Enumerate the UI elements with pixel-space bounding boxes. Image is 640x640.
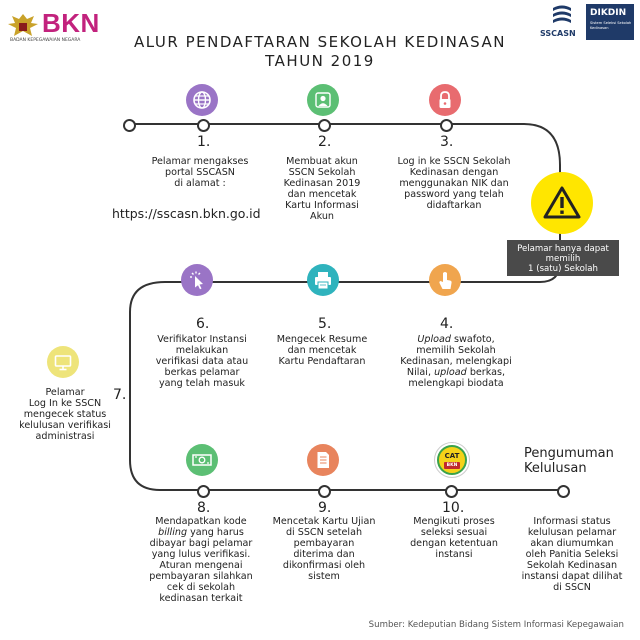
step-1-number: 1. [197, 134, 211, 150]
cat-badge-top: CAT [444, 452, 460, 460]
step-8-billing-word: billing [158, 527, 188, 538]
announcement-title-line1: Pengumuman [524, 446, 614, 461]
step-9-icon-circle [307, 444, 339, 476]
bkn-logo-text: BKN [42, 8, 100, 38]
warning-icon [531, 172, 593, 234]
page-title: ALUR PENDAFTARAN SEKOLAH KEDINASAN [134, 33, 506, 51]
announcement-text: Informasi status kelulusan pelamar akan diumumkan oleh Panitia Seleksi Sekolah Kedinasan instansi dapat dilihat di SSCN [521, 516, 623, 593]
flow-end-node [557, 485, 570, 498]
lock-icon [429, 84, 461, 116]
step-4-text-part-2: berkas, melengkapi biodata [408, 367, 506, 389]
bkn-logo-subtitle: BADAN KEPEGAWAIAN NEGARA [10, 38, 81, 43]
warning-icon-circle [531, 172, 593, 234]
step-7-icon-circle [47, 346, 79, 378]
step-node-2 [318, 119, 331, 132]
page-subtitle: TAHUN 2019 [265, 52, 375, 70]
step-3-number: 3. [440, 134, 454, 150]
step-8-icon-circle [186, 444, 218, 476]
flow-start-node [123, 119, 136, 132]
printer-icon [307, 264, 339, 296]
step-node-10 [445, 485, 458, 498]
step-6-number: 6. [196, 316, 210, 332]
step-node-1 [197, 119, 210, 132]
step-10-number: 10. [442, 500, 465, 516]
step-4-upload-word-2: upload [434, 367, 467, 378]
cat-badge-bottom: BKN [446, 463, 458, 468]
sscasn-logo-text: SSCASN [540, 29, 576, 38]
touch-icon [429, 264, 461, 296]
step-9-text: Mencetak Kartu Ujian di SSCN setelah pembayaran diterima dan dikonfirmasi oleh sistem [272, 516, 376, 582]
step-2-icon-circle [307, 84, 339, 116]
step-10-icon-circle [434, 442, 470, 478]
step-2-text: Membuat akun SSCN Sekolah Kedinasan 2019 dan mencetak Kartu Informasi Akun [283, 156, 361, 222]
step-node-9 [318, 485, 331, 498]
dikdin-logo-subtitle: Sistem Seleksi Sekolah Kedinasan [590, 21, 632, 30]
step-3-icon-circle [429, 84, 461, 116]
step-10-text: Mengikuti proses seleksi sesuai dengan ketentuan instansi [410, 516, 498, 560]
step-5-icon-circle [307, 264, 339, 296]
money-icon [186, 444, 218, 476]
dikdin-logo-text: DIKDIN [590, 8, 627, 18]
step-7-text: Pelamar Log In ke SSCN mengecek status kelulusan verifikasi administrasi [19, 387, 111, 442]
step-4-number: 4. [440, 316, 454, 332]
warning-text: Pelamar hanya dapat memilih 1 (satu) Sekolah [517, 244, 609, 274]
step-8-text [138, 516, 264, 604]
step-6-icon-circle [181, 264, 213, 296]
step-2-number: 2. [318, 134, 332, 150]
step-4-icon-circle [429, 264, 461, 296]
cursor-click-icon [181, 264, 213, 296]
warning-box [507, 240, 619, 276]
step-6-text: Verifikator Instansi melakukan verifikasi data atau berkas pelamar yang telah masuk [155, 334, 249, 389]
step-3-text: Log in ke SSCN Sekolah Kedinasan dengan menggunakan NIK dan password yang telah didaftarkan [397, 156, 511, 211]
step-4-upload-word: Upload [417, 334, 451, 345]
step-4-text-part: swafoto, memilih Sekolah Kedinasan, melengkapi Nilai, [400, 334, 512, 378]
globe-icon [186, 84, 218, 116]
step-8-number: 8. [197, 500, 211, 516]
step-9-number: 9. [318, 500, 332, 516]
announcement-title [524, 446, 614, 476]
source-footer: Sumber: Kedeputian Bidang Sistem Informasi Kepegawaian [368, 620, 624, 630]
step-5-text: Mengecek Resume dan mencetak Kartu Pendaftaran [276, 334, 368, 367]
step-node-3 [440, 119, 453, 132]
cat-badge-icon [435, 443, 469, 477]
announcement-title-line2: Kelulusan [524, 461, 587, 476]
step-1-text: Pelamar mengakses portal SSCASN di alamat : [151, 156, 249, 189]
step-7-number: 7. [113, 387, 127, 403]
step-node-8 [197, 485, 210, 498]
user-icon [307, 84, 339, 116]
step-5-number: 5. [318, 316, 332, 332]
step-4-text [394, 334, 518, 389]
document-icon [307, 444, 339, 476]
step-8-text-part-2: yang harus dibayar bagi pelamar yang lulus verifikasi. Aturan mengenai pembayaran silahkan cek di sekolah kedinasan terkait [149, 527, 253, 604]
monitor-icon [47, 346, 79, 378]
step-1-icon-circle [186, 84, 218, 116]
step-8-text-part: Mendapatkan kode [155, 516, 247, 527]
sscasn-url-link[interactable]: https://sscasn.bkn.go.id [112, 206, 261, 221]
